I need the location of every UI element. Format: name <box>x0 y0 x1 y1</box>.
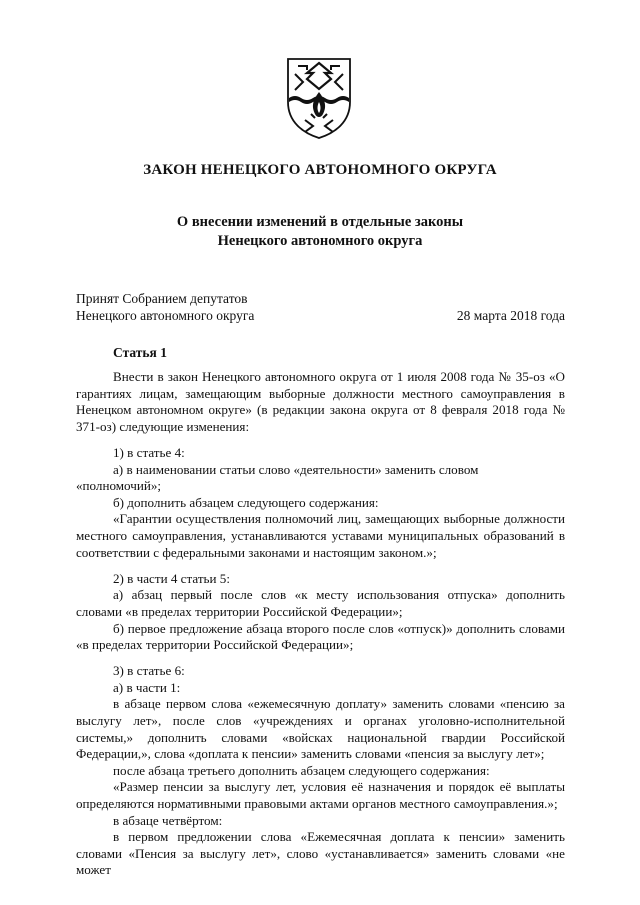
item-1-heading: 1) в статье 4: <box>113 444 185 460</box>
article-body <box>76 369 565 879</box>
item-3-fourth-first-sentence: в первом предложении слова «Ежемесячная доплата к пенсии» заменить словами «Пенсия за выслугу лет», слово «устанавливается» заменить словами «не может <box>76 829 565 878</box>
item-3-heading: 3) в статье 6: <box>113 663 185 679</box>
item-3-a: а) в части 1: <box>113 679 181 695</box>
adoption-date: 28 марта 2018 года <box>456 308 565 323</box>
law-subtitle <box>0 213 640 251</box>
article-title: Статья 1 <box>113 345 167 360</box>
item-3-quote: «Размер пенсии за выслугу лет, условия её назначения и порядок её выплаты определяются нормативными правовыми актами органов местного самоуправления.»; <box>76 779 565 812</box>
coat-of-arms-emblem <box>285 56 353 140</box>
article-intro: Внести в закон Ненецкого автономного округа от 1 июля 2008 года № 35-оз «О гарантиях лицам, замещающим выборные должности местного самоуправления в Ненецком автономном округе» (в редакции закона округа от 8 февраля 2018 года № 371-оз) следующие изменения: <box>76 369 565 434</box>
item-2-heading: 2) в части 4 статьи 5: <box>113 570 230 586</box>
adoption-line-1: Принят Собранием депутатов <box>76 291 248 306</box>
item-1-quote: «Гарантии осуществления полномочий лиц, замещающих выборные должности местного самоуправления, устанавливаются уставами муниципальных образований в соответствии с федеральными законами и настоящим законом.»; <box>76 511 565 560</box>
subtitle-line-2: Ненецкого автономного округа <box>217 233 423 249</box>
item-1-a: а) в наименовании статьи слово «деятельности» заменить словом «полномочий»; <box>76 461 479 494</box>
item-2-a: а) абзац первый после слов «к месту использования отпуска» дополнить словами «в пределах территории Российской Федерации»; <box>76 587 565 619</box>
item-2-b: б) первое предложение абзаца второго после слов «отпуск)» дополнить словами «в пределах территории Российской Федерации»; <box>76 620 565 653</box>
item-1-b: б) дополнить абзацем следующего содержания: <box>113 494 379 510</box>
subtitle-line-1: О внесении изменений в отдельные законы <box>176 214 464 230</box>
adoption-block <box>76 290 254 324</box>
law-title: ЗАКОН НЕНЕЦКОГО АВТОНОМНОГО ОКРУГА <box>143 162 497 178</box>
item-3-first-paragraph: в абзаце первом слова «ежемесячную доплату» заменить словами «пенсию за выслугу лет», после слов «учреждениях и органах уголовно-исполнительной системы,» дополнить словами «войсках национальной гвардии Российской Федерации,», слова «доплата к пенсии» заменить словами «пенсия за выслугу лет»; <box>76 696 565 762</box>
item-3-third-paragraph: после абзаца третьего дополнить абзацем следующего содержания: <box>113 762 490 778</box>
adoption-line-2: Ненецкого автономного округа <box>76 308 255 323</box>
coat-of-arms-icon <box>285 56 353 140</box>
item-3-fourth-paragraph: в абзаце четвёртом: <box>113 812 223 828</box>
